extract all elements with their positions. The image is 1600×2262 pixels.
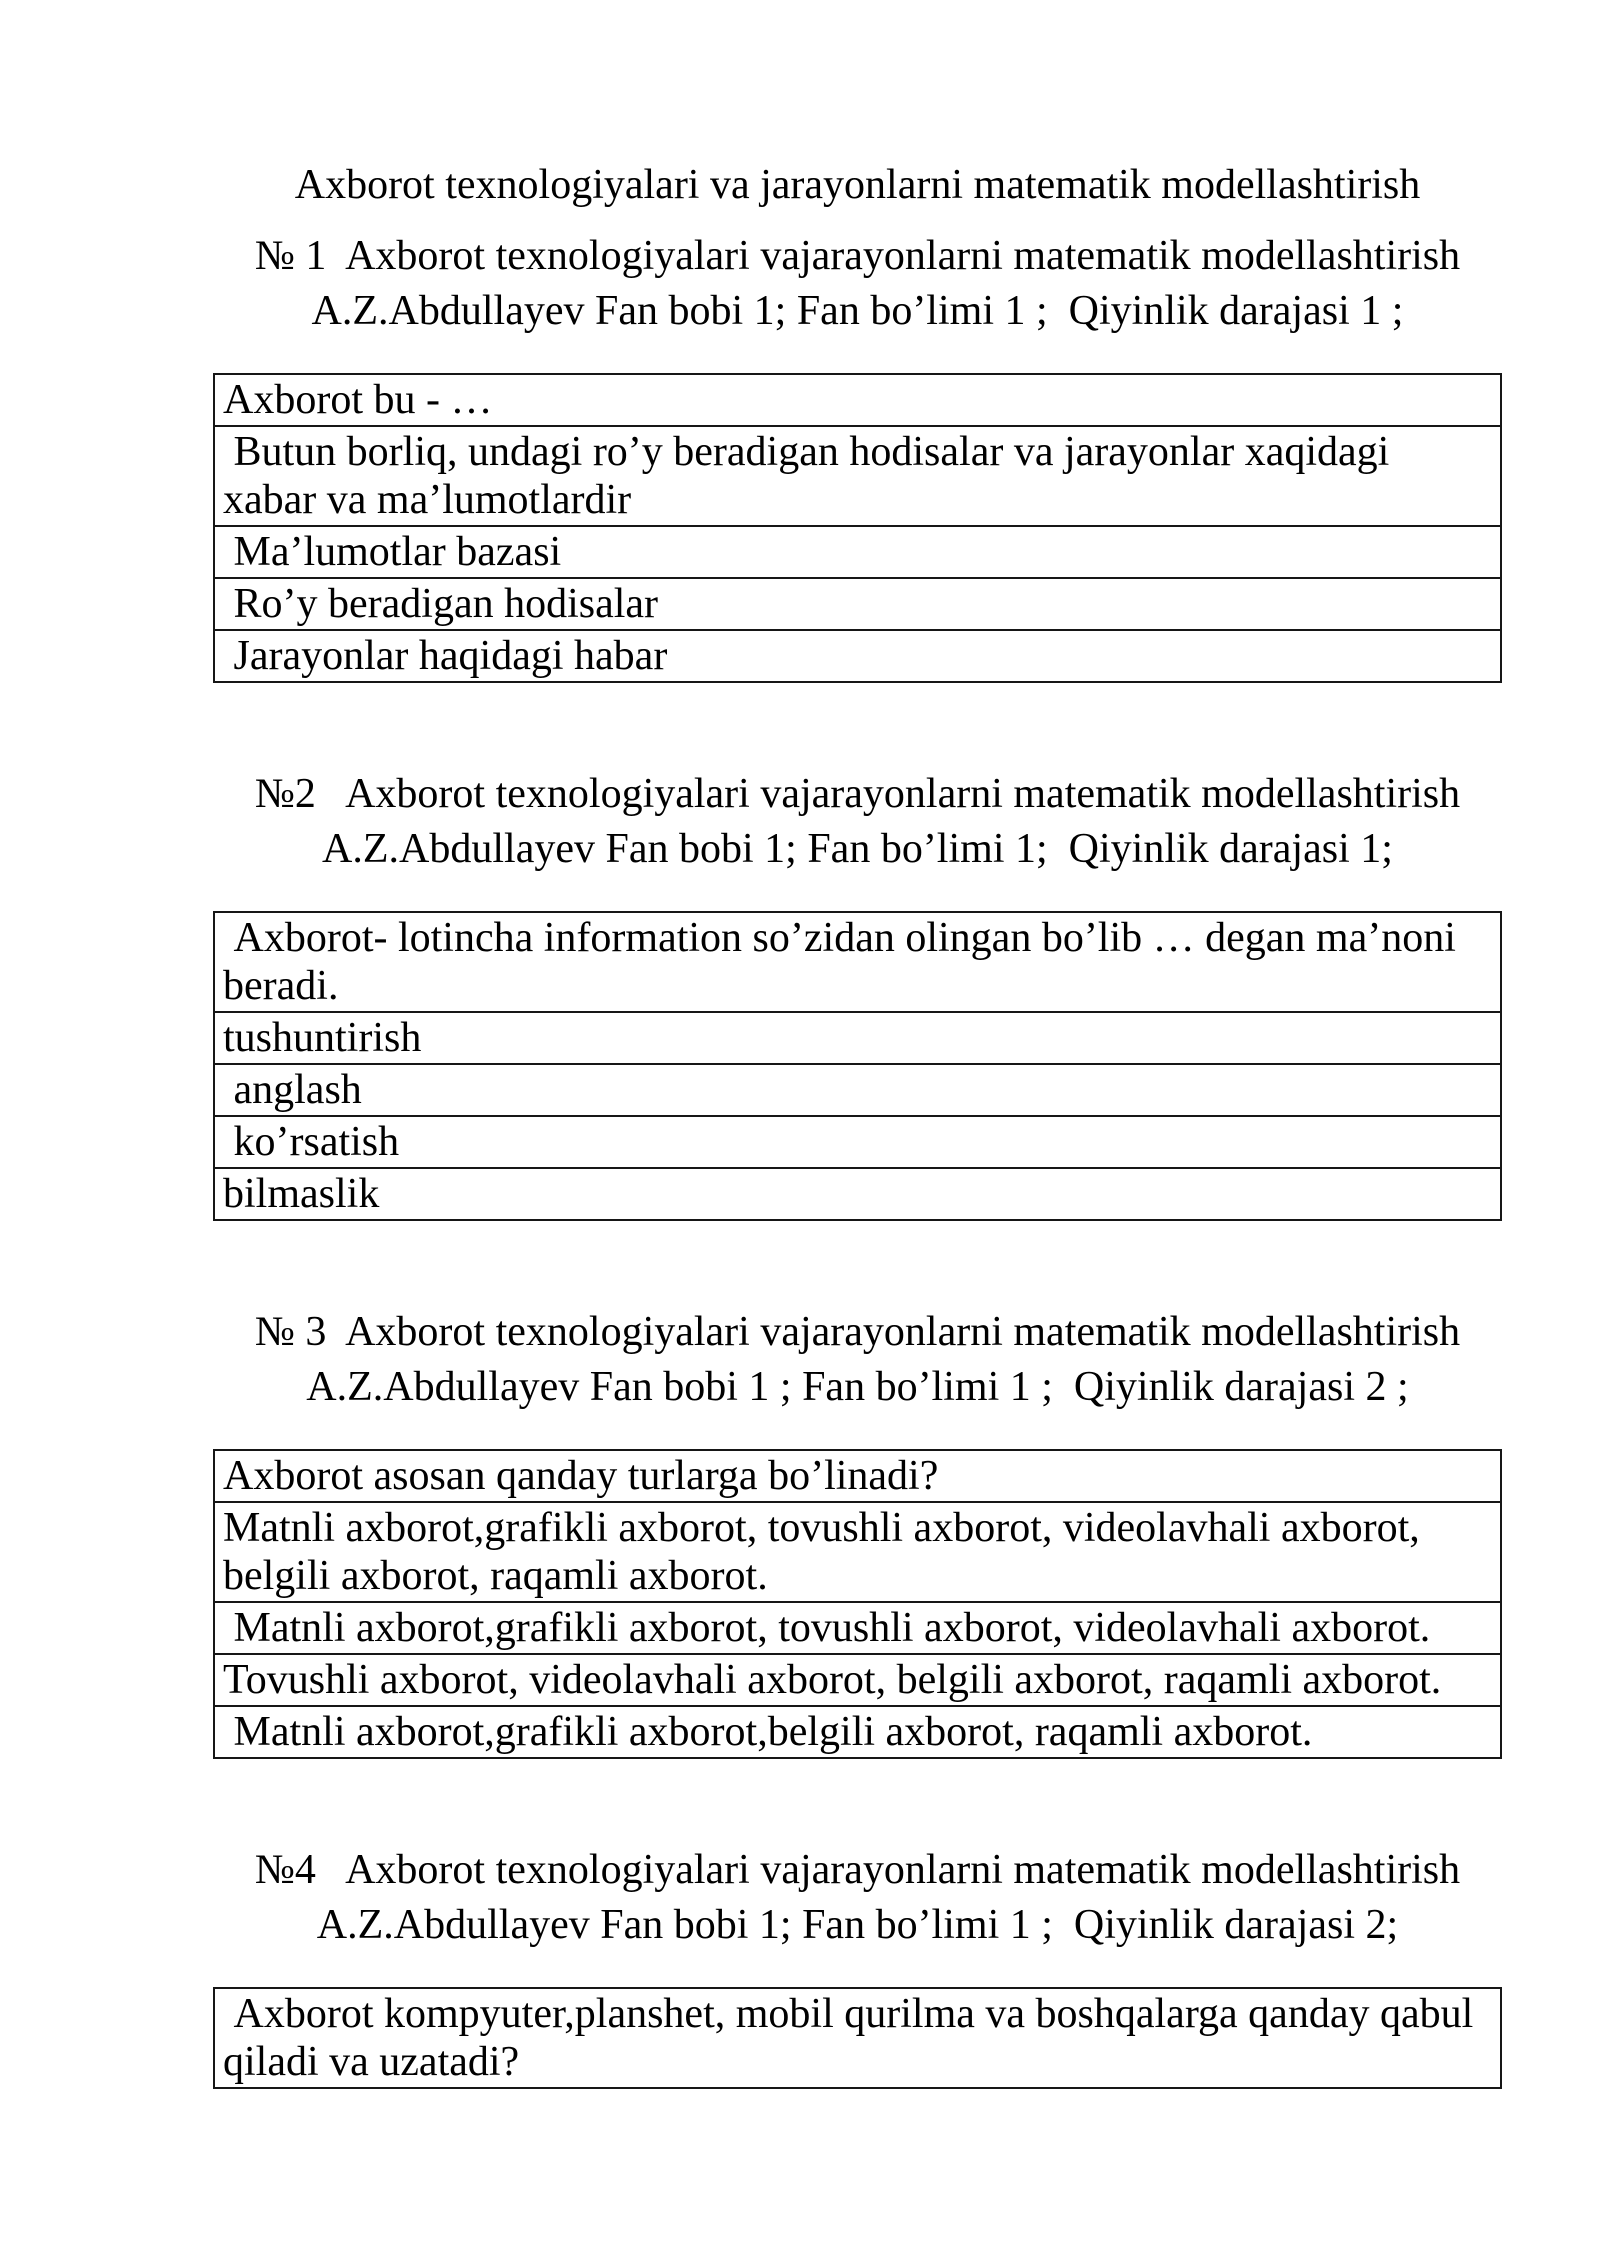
answer-cell: ko’rsatish bbox=[214, 1116, 1501, 1168]
table-row bbox=[214, 1012, 1501, 1064]
question-cell: Axborot asosan qanday turlarga bo’linadi? bbox=[214, 1450, 1501, 1502]
question-1-heading bbox=[213, 229, 1502, 339]
answer-cell: bilmaslik bbox=[214, 1168, 1501, 1220]
question-4-table bbox=[213, 1987, 1502, 2089]
answer-cell: Tovushli axborot, videolavhali axborot, belgili axborot, raqamli axborot. bbox=[214, 1654, 1501, 1706]
table-row bbox=[214, 1988, 1501, 2088]
answer-cell: Ma’lumotlar bazasi bbox=[214, 526, 1501, 578]
question-2-meta-line: A.Z.Abdullayev Fan bobi 1; Fan bo’limi 1; Qiyinlik darajasi 1; bbox=[322, 826, 1393, 872]
table-row bbox=[214, 578, 1501, 630]
question-2-table bbox=[213, 911, 1502, 1221]
question-4-number-line: №4 Axborot texnologiyalari vajarayonlarni matematik modellashtirish bbox=[254, 1847, 1461, 1893]
question-cell: Axborot kompyuter,planshet, mobil qurilma va boshqalarga qanday qabul qiladi va uzatadi? bbox=[214, 1988, 1501, 2088]
answer-cell: Jarayonlar haqidagi habar bbox=[214, 630, 1501, 682]
answer-cell: anglash bbox=[214, 1064, 1501, 1116]
question-block-2 bbox=[213, 767, 1502, 1221]
question-4-heading bbox=[213, 1843, 1502, 1953]
table-row bbox=[214, 526, 1501, 578]
document-title: Axborot texnologiyalari va jarayonlarni matematik modellashtirish bbox=[294, 162, 1421, 208]
question-3-heading bbox=[213, 1305, 1502, 1415]
question-cell: Axborot bu - … bbox=[214, 374, 1501, 426]
table-row bbox=[214, 426, 1501, 526]
table-row bbox=[214, 1116, 1501, 1168]
question-4-meta-line: A.Z.Abdullayev Fan bobi 1; Fan bo’limi 1 ; Qiyinlik darajasi 2; bbox=[316, 1902, 1399, 1948]
answer-cell: Ro’y beradigan hodisalar bbox=[214, 578, 1501, 630]
table-row bbox=[214, 630, 1501, 682]
question-3-table bbox=[213, 1449, 1502, 1759]
table-row bbox=[214, 1450, 1501, 1502]
question-2-number-line: №2 Axborot texnologiyalari vajarayonlarni matematik modellashtirish bbox=[254, 771, 1461, 817]
text-column bbox=[213, 158, 1502, 2089]
table-row bbox=[214, 1502, 1501, 1602]
answer-cell: Matnli axborot,grafikli axborot,belgili axborot, raqamli axborot. bbox=[214, 1706, 1501, 1758]
answer-cell: tushuntirish bbox=[214, 1012, 1501, 1064]
answer-cell: Matnli axborot,grafikli axborot, tovushli axborot, videolavhali axborot. bbox=[214, 1602, 1501, 1654]
question-3-meta-line: A.Z.Abdullayev Fan bobi 1 ; Fan bo’limi 1 ; Qiyinlik darajasi 2 ; bbox=[306, 1364, 1409, 1410]
answer-cell: Matnli axborot,grafikli axborot, tovushli axborot, videolavhali axborot, belgili axborot, raqamli axborot. bbox=[214, 1502, 1501, 1602]
question-3-number-line: № 3 Axborot texnologiyalari vajarayonlarni matematik modellashtirish bbox=[254, 1309, 1461, 1355]
answer-cell: Butun borliq, undagi ro’y beradigan hodisalar va jarayonlar xaqidagi xabar va ma’lumotlardir bbox=[214, 426, 1501, 526]
question-cell: Axborot- lotincha information so’zidan olingan bo’lib … degan ma’noni beradi. bbox=[214, 912, 1501, 1012]
question-block-4 bbox=[213, 1843, 1502, 2089]
table-row bbox=[214, 1168, 1501, 1220]
table-row bbox=[214, 1602, 1501, 1654]
question-block-1 bbox=[213, 229, 1502, 683]
table-row bbox=[214, 1706, 1501, 1758]
question-2-heading bbox=[213, 767, 1502, 877]
table-row bbox=[214, 912, 1501, 1012]
table-row bbox=[214, 374, 1501, 426]
table-row bbox=[214, 1654, 1501, 1706]
question-1-number-line: № 1 Axborot texnologiyalari vajarayonlarni matematik modellashtirish bbox=[254, 233, 1461, 279]
question-1-table bbox=[213, 373, 1502, 683]
table-row bbox=[214, 1064, 1501, 1116]
question-block-3 bbox=[213, 1305, 1502, 1759]
question-1-meta-line: A.Z.Abdullayev Fan bobi 1; Fan bo’limi 1 ; Qiyinlik darajasi 1 ; bbox=[311, 288, 1404, 334]
